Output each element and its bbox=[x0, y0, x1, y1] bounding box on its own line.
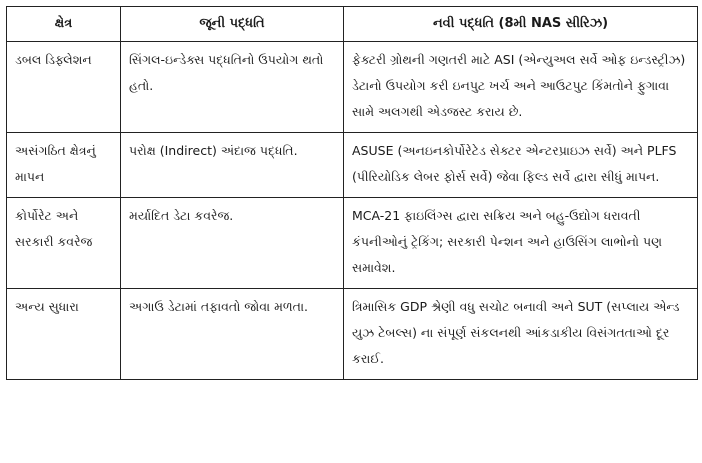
cell-area: અસંગઠિત ક્ષેત્રનું માપન bbox=[7, 133, 121, 198]
cell-new-method: ત્રિમાસિક GDP શ્રેણી વધુ સચોટ બનાવી અને SUT (સપ્લાય એન્ડ યુઝ ટેબલ્સ) ના સંપૂર્ણ સંકલનથી આંકડાકીય વિસંગતતાઓ દૂર કરાઈ. bbox=[344, 289, 698, 380]
header-area: ક્ષેત્ર bbox=[7, 7, 121, 42]
table-row bbox=[7, 42, 698, 133]
cell-area: કોર્પોરેટ અને સરકારી કવરેજ bbox=[7, 198, 121, 289]
cell-area: ડબલ ડિફ્લેશન bbox=[7, 42, 121, 133]
cell-old-method: મર્યાદિત ડેટા કવરેજ. bbox=[121, 198, 344, 289]
table-row bbox=[7, 133, 698, 198]
table-header-row bbox=[7, 7, 698, 42]
header-new-method: નવી પદ્ધતિ (8મી NAS સીરિઝ) bbox=[344, 7, 698, 42]
table-row bbox=[7, 198, 698, 289]
cell-new-method: MCA-21 ફાઇલિંગ્સ દ્વારા સક્રિય અને બહુ-ઉદ્યોગ ધરાવતી કંપનીઓનું ટ્રેકિંગ; સરકારી પેન્શન અને હાઉસિંગ લાભોનો પણ સમાવેશ. bbox=[344, 198, 698, 289]
cell-new-method: ASUSE (અનઇનકોર્પોરેટેડ સેક્ટર એન્ટરપ્રાઇઝ સર્વે) અને PLFS (પીરિયોડિક લેબર ફોર્સ સર્વે) જેવા ફિલ્ડ સર્વે દ્વારા સીધું માપન. bbox=[344, 133, 698, 198]
table-row bbox=[7, 289, 698, 380]
cell-old-method: સિંગલ-ઇન્ડેક્સ પદ્ધતિનો ઉપયોગ થતો હતો. bbox=[121, 42, 344, 133]
header-old-method: જૂની પદ્ધતિ bbox=[121, 7, 344, 42]
comparison-table bbox=[6, 6, 698, 380]
cell-old-method: પરોક્ષ (Indirect) અંદાજ પદ્ધતિ. bbox=[121, 133, 344, 198]
cell-new-method: ફેક્ટરી ગ્રોથની ગણતરી માટે ASI (એન્યુઅલ સર્વે ઓફ ઇન્ડસ્ટ્રીઝ) ડેટાનો ઉપયોગ કરી ઇનપુટ ખર્ચ અને આઉટપુટ કિંમતોને ફુગાવા સામે અલગથી એડજસ્ટ કરાય છે. bbox=[344, 42, 698, 133]
cell-area: અન્ય સુધારા bbox=[7, 289, 121, 380]
cell-old-method: અગાઉ ડેટામાં તફાવતો જોવા મળતા. bbox=[121, 289, 344, 380]
comparison-table-container bbox=[6, 6, 697, 380]
